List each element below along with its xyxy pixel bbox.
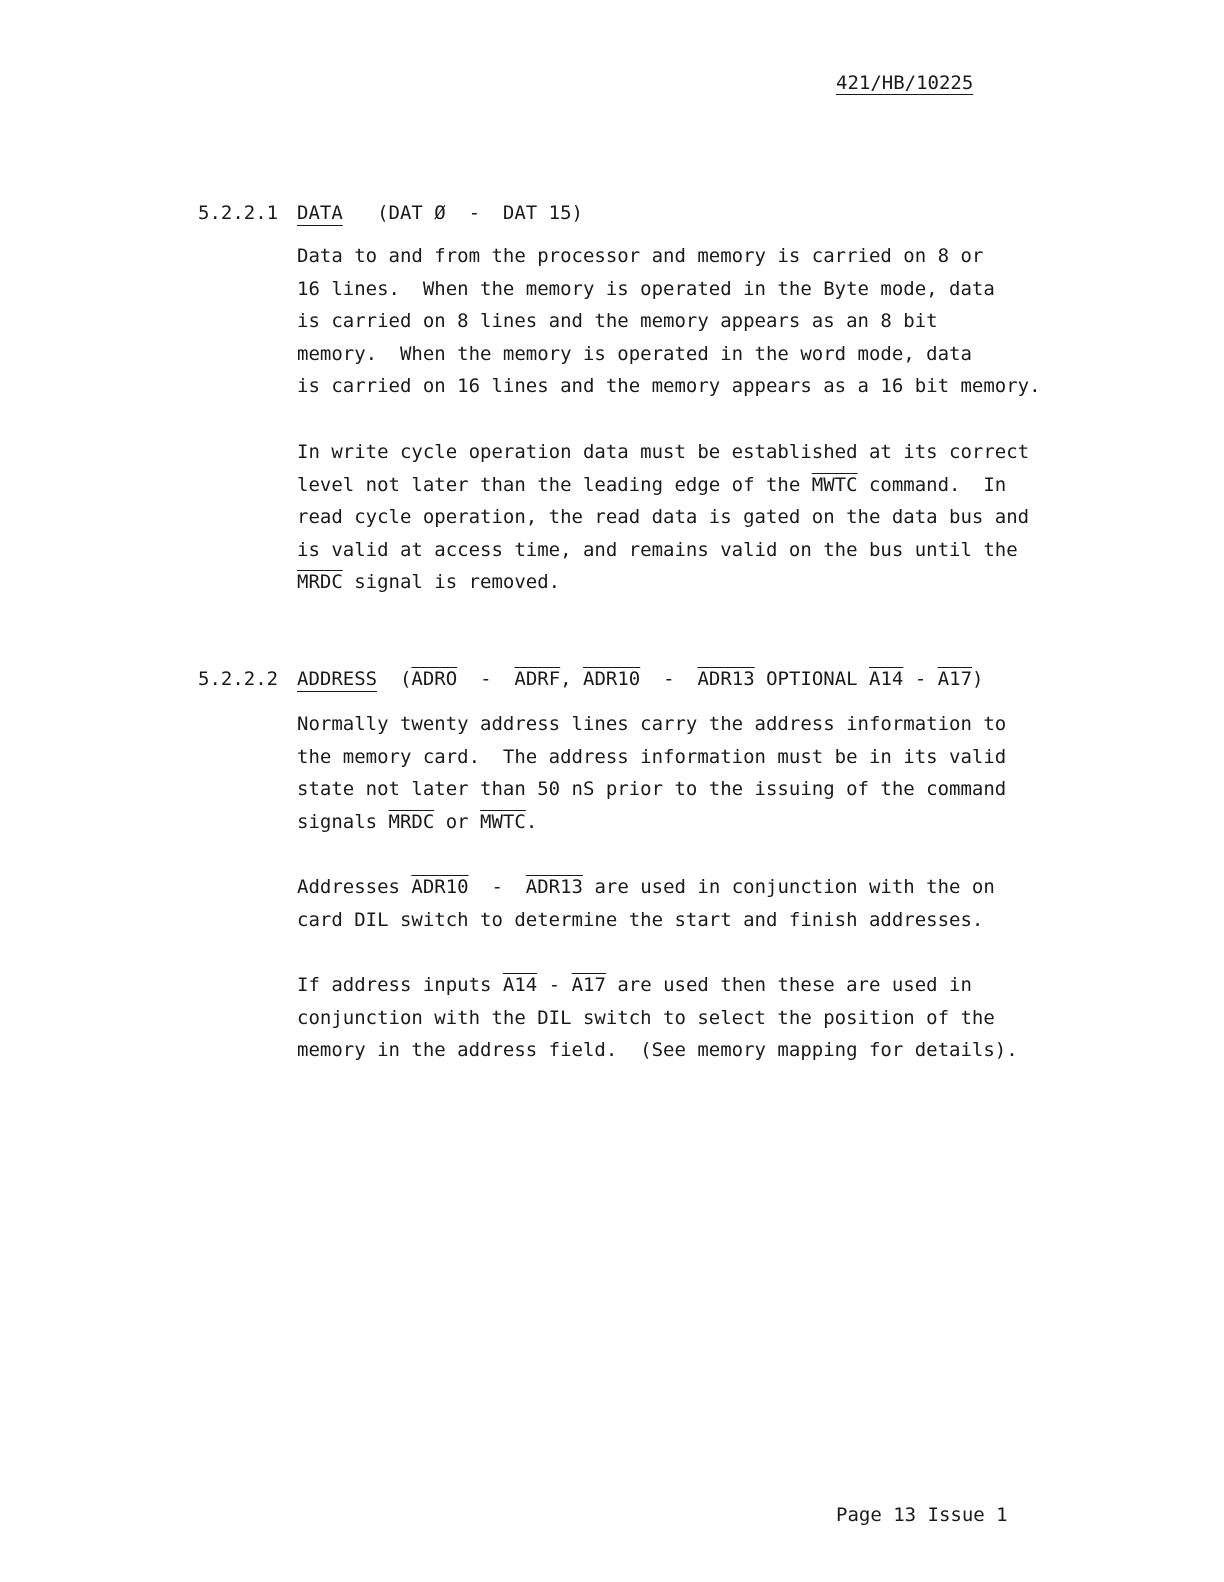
text-line: is carried on 8 lines and the memory appears as an 8 bit [297, 310, 938, 333]
text-line: Normally twenty address lines carry the address information to [297, 713, 1007, 735]
text-line: level not later than the leading edge of the MWTC command. In [297, 473, 1007, 496]
text-line: is valid at access time, and remains valid on the bus until the [297, 538, 1018, 561]
signal-adr13: ADR13 [697, 668, 755, 690]
text-line: conjunction with the DIL switch to select the position of the [297, 1006, 995, 1029]
paragraph [297, 708, 1006, 838]
text-line: memory in the address field. (See memory mapping for details). [297, 1039, 1018, 1062]
signal-a14: A14 [502, 974, 538, 996]
text-line: 16 lines. When the memory is operated in the Byte mode, data [297, 277, 995, 300]
text-line: signals MRDC or MWTC. [297, 810, 538, 833]
text-line: memory. When the memory is operated in the word mode, data [297, 342, 972, 365]
signal-adro: ADRO [411, 668, 458, 690]
paragraph [297, 240, 1041, 403]
section-title: ADDRESS [297, 668, 378, 690]
text-line: Data to and from the processor and memory is carried on 8 or [297, 245, 984, 267]
text-line: If address inputs A14 - A17 are used then these are used in [297, 974, 972, 996]
text-line: card DIL switch to determine the start and finish addresses. [297, 908, 984, 931]
signal-mwtc: MWTC [811, 473, 858, 496]
paragraph [297, 436, 1029, 599]
signal-adrf: ADRF [514, 668, 561, 690]
section-number: 5.2.2.1 [198, 202, 279, 224]
document-reference: 421/HB/10225 [836, 72, 974, 94]
signal-mrdc: MRDC [388, 810, 435, 833]
text-line: MRDC signal is removed. [297, 571, 561, 594]
page-footer: Page 13 Issue 1 [836, 1504, 1008, 1526]
text-line: is carried on 16 lines and the memory appears as a 16 bit memory. [297, 375, 1041, 398]
paragraph [297, 871, 995, 936]
text-line: state not later than 50 nS prior to the issuing of the command [297, 778, 1007, 801]
signal-adr13: ADR13 [525, 876, 583, 898]
paragraph [297, 969, 1018, 1067]
signal-mwtc: MWTC [480, 810, 526, 833]
signal-a17: A17 [937, 668, 973, 690]
section-range: (DAT Ø - DAT 15) [377, 202, 583, 224]
text-line: read cycle operation, the read data is gated on the data bus and [297, 506, 1030, 529]
text-line: the memory card. The address information must be in its valid [297, 745, 1007, 768]
section-heading [297, 202, 583, 224]
signal-a17: A17 [571, 974, 606, 996]
section-heading: ADDRESS (ADRO - ADRF, ADR10 - ADR13 OPTIONAL A14 - A17) [297, 668, 984, 690]
signal-a14: A14 [869, 668, 904, 690]
text-line: Addresses ADR10 - ADR13 are used in conjunction with the on [297, 876, 995, 898]
signal-adr10: ADR10 [583, 668, 641, 690]
section-number: 5.2.2.2 [198, 668, 279, 690]
text-line: In write cycle operation data must be established at its correct [297, 441, 1030, 463]
section-title: DATA [297, 202, 343, 224]
signal-adr10: ADR10 [411, 876, 469, 898]
signal-mrdc: MRDC [297, 571, 343, 594]
